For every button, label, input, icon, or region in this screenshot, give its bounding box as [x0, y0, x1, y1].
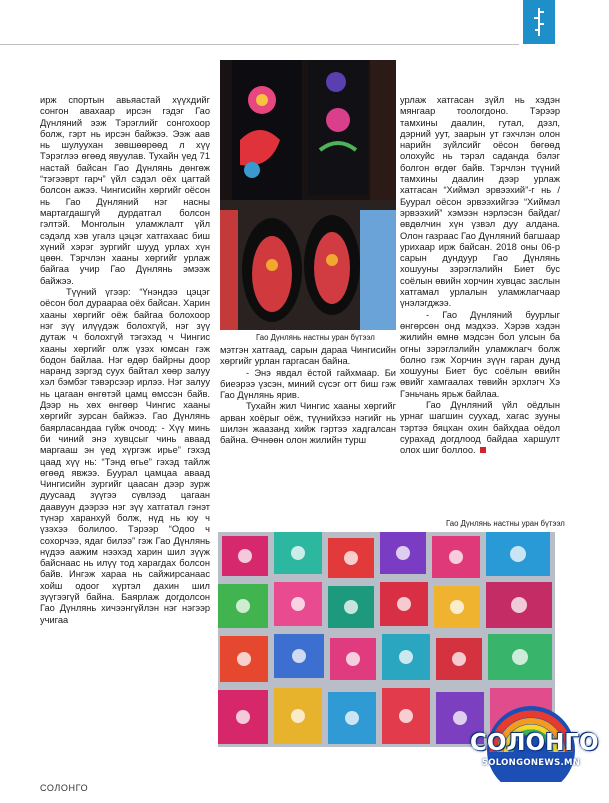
- paragraph: ирж спортын авьяастай хүүхдийг сонгон авахаар ирсэн гэдэг Гао Дүнляний ээж Тэрэглийг сонгохоор болж, гэрт нь ирсэн байжээ. Ээж аав нь шулуухан зөвшөөрөөд л хүү Тэрэглээ өгөөд явуулав. Тухайн үед 71 настай байсан Гао Дүнлянь дөнгөж “тэгээврт гарч” үйл сэдэл оёх цагтай болсон ажээ. Чингисийн хөргийг оёсон нь Гао Дүнляний нэг насны мартагдашгүй дурдатгал болсон гэлтэй. Монголын уламжлалт үйл сэдэлд хэв угалз цэцэг хатгахаас биш хүний хэрэг зургийг шууд урлах хүн цөөн. Тэрчлэн хааны хөргийг урлаж байгаа учир Гао Дүнлянь эмээж байжээ.: [40, 95, 210, 286]
- photo-caption: Гао Дүнлянь настны уран бүтээл: [446, 519, 565, 528]
- article-column-right: [400, 95, 560, 457]
- paragraph: - Гао Дүнляний буурлыг өнгөрсөн онд мэдхээ. Хэрэв хэдэн жилийн өмнө мэдсэн бол улсын ба огны зэрэглэлийн уламжлагч болж болно гэж Хорчин зүүн гаран дунд хошууны Биет бус соёлын өвийн өвийг хамгаалах төвийн эрхлэгч Хэ Гэньчань ярьж байлаа.: [400, 309, 560, 399]
- article-column-left: [40, 95, 210, 626]
- header-rule: [0, 44, 519, 45]
- paragraph: Түүний үгээр: “Үнэндээ цэцэг оёсон бол дураараа оёх байсан. Харин хааны хөргийг оёж байгаа болохоор нэг зүү илүүдэж болохгүй, нэг зүү дутаж ч болохгүй тэгэхэд ч Чингис хааны хөргийг олж үзэх юмсан гэж бодон байлаа. Нэг өдөр байрны доор наранд зэргэд суух байтал хөөр залуу хэл бэмбэг тэвэрсээр ирлээ. Нэг залуу нь цагаан өнгөтэй цамц өмссэн байв. Дээр нь хөх өнгөөр Чингис хааны хөргийг зурсан байжээ. Гао Дүнлянь баярласандаа гүйж очоод: - Хүү минь би чиний энэ хувцсыг чинь аваад маргааш эн үед хүргэж ирье” гэхэд цаад хүү нь: “Тэнд өгье” гэхэд тайлж өгөөд явжээ. Буурал цамцаа аваад Чингисийн зургийг цаасан дээр зурж дуусаад зүүгээ сүвлээд цагаан даавуун дээрээ нэг зүү хатгатал гэнэт түнэр харанхуй болж, нүд нь юу ч үзэхээ болилоо. Тэрээр “Одоо ч сохорчээ, ядаг билээ” гэж Гао Дүнлянь нүдээ аажим нээхэд харин шил зүүж байснаас нь илүү тод харагдах болсон байв. Ингэж хараа нь сайжирсанаас хойш одоог хүртэл дахин шил зүүгээгүй байна. Баярлаж догдолсон Гао Дүнлянь хичээнгүйлэн нэг нэгээр учигаа: [40, 287, 210, 625]
- paragraph: урлаж хатгасан зүйл нь хэдэн мянгаар тоологдоно. Тэрээр тамхины даалин, гутал, дэзл, дэрний уут, заарын ут гэхчлэн олон нарийн зүйлсийг оёсон бөгөөд олохуйс нь тэрэл саданда бэлэг болгон өгдөг байв. Тэрчлэн түүний тамхины даалин дээр урлаж хатгасан “Хиймэл эрвээхий”-г нь / Буурал оёсон эрвээхийгээ “Хиймэл эрвээхий” хэмээн нэрлэсэн байдаг/ өвдөлчин хүн үзвэл дуу алдана. Олон газраас Гао Дүнляний багшаар урихаар ирж байсан. 2018 оны 06-р сарын дундуур Гао Дүнлянь хошууны зэрэглэлийн Биет бус соёлын өвийн хорчин хувцас заслын хатгамал урлалын уламжлагчаар үнэлэгджээ.: [400, 95, 560, 309]
- footer-section-label: СОЛОНГО: [40, 783, 89, 793]
- photo-caption: Гао Дүнлянь настны уран бүтээл: [256, 333, 375, 342]
- mongol-script-vertical-icon: [530, 6, 548, 38]
- paragraph: - Энэ явдал ёстой гайхмаар. Би биеэрээ үзсэн, миний сүсэг огт биш гэж Гао Дүнлянь ярив.: [220, 367, 396, 401]
- section-tab: [523, 0, 555, 44]
- logo-wordmark: СОЛОНГО: [470, 730, 599, 756]
- paragraph: [400, 400, 560, 456]
- article-column-middle: [220, 345, 396, 447]
- embroidered-cloth-and-shoes-photo: [220, 60, 396, 330]
- paragraph-text: Гао Дүнляний үйл оёдлын урнаг шагшин сууxад, хагас зууны тэртээ бяцхан охин байхдаа оёдол сураxад догдлоод байдаа харшулт олох шиг боллоо.: [400, 400, 560, 456]
- paragraph: мэтгэн хатгаад, сарын дараа Чингисийн хөргийг урлан гаргасан байна.: [220, 345, 396, 367]
- logo-url: SOLONGONEWS.MN: [481, 758, 581, 768]
- end-mark-icon: [480, 447, 486, 453]
- paragraph: Тухайн жил Чингис хааны хөргийг арван хоёрыг оёж, түүнийхээ нэгийг нь шилэн жаазанд хийж гэртээ хадгалсан байна. Өчнөөн олон жилийн турш: [220, 401, 396, 446]
